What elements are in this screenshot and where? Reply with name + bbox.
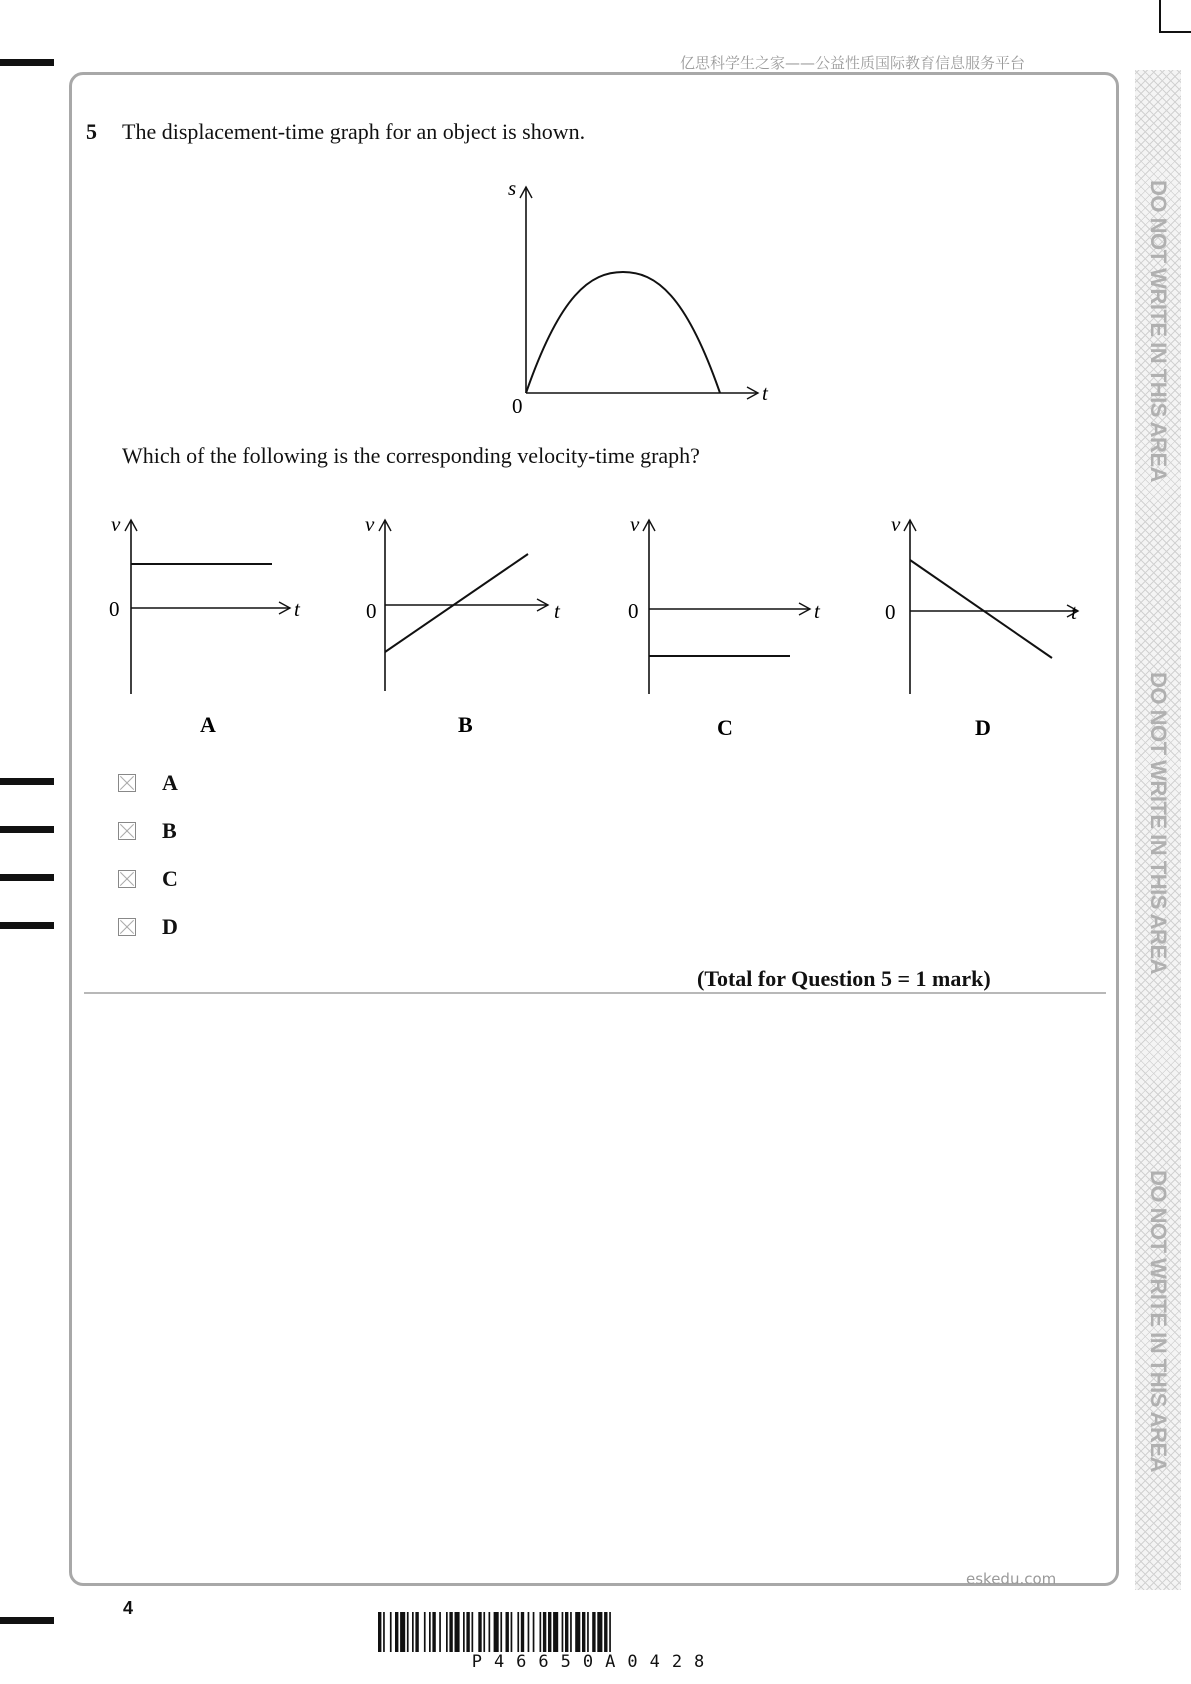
barcode-bar [592, 1612, 595, 1652]
question-text: The displacement-time graph for an object is shown. [122, 119, 586, 144]
barcode-bar [455, 1612, 460, 1652]
subquestion-text: Which of the following is the corresponding velocity-time graph? [122, 443, 700, 468]
graph-label: A [200, 712, 216, 737]
barcode-bar [604, 1612, 607, 1652]
barcode-bar [429, 1612, 431, 1652]
option-b-label: B [162, 818, 177, 843]
barcode-bar [553, 1612, 558, 1652]
barcode-bar [517, 1612, 519, 1652]
option-a[interactable] [118, 768, 178, 798]
barcode-bar [466, 1612, 469, 1652]
barcode-bar [528, 1612, 530, 1652]
v-axis-label: v [891, 512, 901, 536]
barcode-bar [533, 1612, 535, 1652]
option-c-checkbox[interactable] [118, 870, 136, 888]
option-c-label: C [162, 866, 178, 891]
barcode-bar [511, 1612, 513, 1652]
barcode-bar [390, 1612, 392, 1652]
barcode-bar [449, 1612, 452, 1652]
barcode-bar [439, 1612, 441, 1652]
barcode-bar [575, 1612, 580, 1652]
barcode-bar [565, 1612, 568, 1652]
velocity-graph-a [100, 508, 320, 740]
origin-label: 0 [109, 597, 120, 621]
origin-label: 0 [885, 600, 896, 624]
barcode-bar [609, 1612, 611, 1652]
barcode-bar [415, 1612, 418, 1652]
option-c[interactable] [118, 864, 178, 894]
graph-label: D [975, 715, 991, 740]
origin-label: 0 [366, 599, 377, 623]
timing-mark [0, 778, 54, 785]
option-a-label: A [162, 770, 178, 795]
barcode-bar [570, 1612, 572, 1652]
barcode-bar [472, 1612, 474, 1652]
barcode-bar [463, 1612, 465, 1652]
barcode-bar [489, 1612, 491, 1652]
barcode-bar [582, 1612, 585, 1652]
velocity-graph-d [880, 508, 1100, 744]
t-axis-label: t [814, 599, 820, 623]
t-axis-label: t [1071, 600, 1077, 624]
barcode-bar [378, 1612, 381, 1652]
displacement-time-graph [490, 175, 780, 420]
barcode-bar [543, 1612, 546, 1652]
barcode-bar [597, 1612, 602, 1652]
barcode-bar [548, 1612, 551, 1652]
displacement-curve [526, 272, 720, 393]
question-total: (Total for Question 5 = 1 mark) [697, 966, 991, 991]
velocity-graph-b [358, 508, 578, 740]
t-axis-label: t [294, 597, 300, 621]
barcode-bar [540, 1612, 542, 1652]
option-a-checkbox[interactable] [118, 774, 136, 792]
barcode-bar [562, 1612, 564, 1652]
t-axis-label: t [554, 599, 560, 623]
v-axis-label: v [365, 512, 375, 536]
velocity-line [385, 554, 528, 652]
v-axis-label: v [630, 512, 640, 536]
barcode-bar [506, 1612, 509, 1652]
s-axis-label: s [508, 176, 517, 200]
barcode-bar [407, 1612, 409, 1652]
barcode [378, 1612, 810, 1652]
option-d[interactable] [118, 912, 178, 942]
header-watermark: 亿思科学生之家——公益性质国际教育信息服务平台 [680, 54, 1026, 72]
barcode-bar [383, 1612, 385, 1652]
origin-label: 0 [512, 394, 523, 418]
barcode-bar [521, 1612, 524, 1652]
footer-site: eskedu.com [966, 1570, 1057, 1588]
barcode-bar [478, 1612, 481, 1652]
barcode-bar [395, 1612, 398, 1652]
barcode-bar [412, 1612, 414, 1652]
timing-mark [0, 922, 54, 929]
option-b-checkbox[interactable] [118, 822, 136, 840]
barcode-bar [424, 1612, 426, 1652]
option-d-label: D [162, 914, 178, 939]
graph-label: C [717, 715, 733, 740]
option-d-checkbox[interactable] [118, 918, 136, 936]
page-number: 4 [123, 1598, 134, 1618]
barcode-bar [400, 1612, 405, 1652]
timing-mark [0, 1617, 54, 1624]
timing-mark [0, 826, 54, 833]
velocity-graph-c [618, 508, 838, 744]
barcode-bar [483, 1612, 485, 1652]
v-axis-label: v [111, 512, 121, 536]
origin-label: 0 [628, 599, 639, 623]
question-number: 5 [86, 119, 97, 144]
graph-label: B [458, 712, 473, 737]
barcode-bar [446, 1612, 448, 1652]
divider [84, 992, 1106, 994]
registration-mark [1158, 0, 1191, 40]
timing-mark [0, 59, 54, 66]
barcode-text: P46650A0428 [471, 1652, 717, 1672]
option-b[interactable] [118, 816, 177, 846]
timing-mark [0, 874, 54, 881]
velocity-line [910, 560, 1052, 658]
barcode-bar [494, 1612, 499, 1652]
barcode-bar [500, 1612, 502, 1652]
t-axis-label: t [762, 381, 768, 405]
barcode-bar [587, 1612, 589, 1652]
barcode-bar [432, 1612, 435, 1652]
